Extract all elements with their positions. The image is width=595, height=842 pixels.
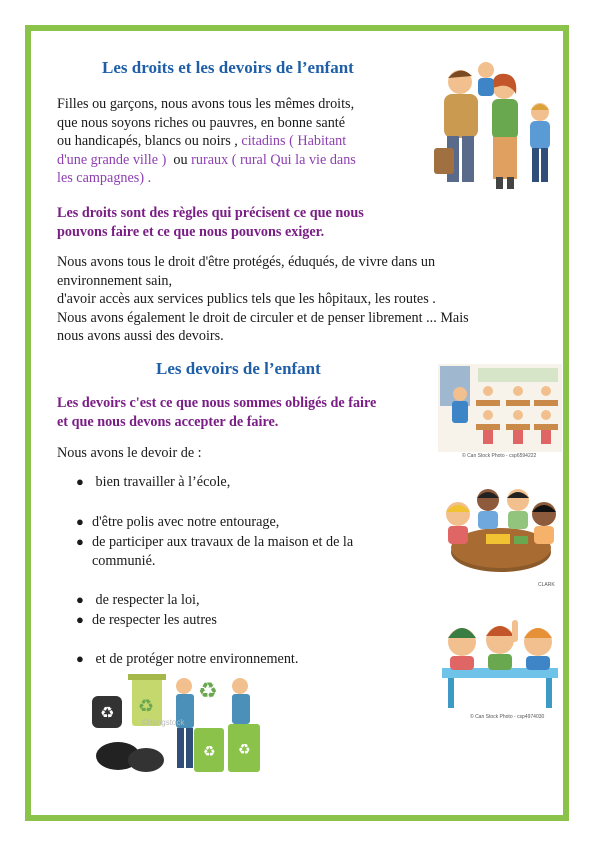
rights-body-line: nous avons aussi des devoirs. — [57, 328, 224, 344]
definition-ruraux-cont: les campagnes) . — [57, 170, 152, 186]
definition-citadins-cont: d'une grande ville ) — [57, 151, 167, 168]
svg-text:♻: ♻ — [198, 679, 218, 704]
intro-line: ou handicapés, blancs ou noirs , — [57, 133, 238, 149]
rights-body — [57, 253, 469, 346]
bullet-icon: ● — [76, 514, 84, 529]
image-watermark: ©bangstock — [142, 718, 185, 727]
rights-definition — [57, 204, 364, 241]
section-title-duties: Les devoirs de l’enfant — [156, 359, 321, 378]
list-item-text: bien travailler à l’école, — [95, 474, 231, 490]
bullet-icon: ● — [76, 534, 84, 549]
rights-definition-line: Les droits sont des règles qui précisent ce que nous — [57, 205, 364, 221]
rights-definition-line: pouvons faire et ce que nous pouvons exiger. — [57, 223, 325, 240]
list-item-text: et de protéger notre environnement. — [95, 651, 299, 667]
definition-citadins: citadins ( Habitant — [241, 133, 347, 149]
svg-text:♻: ♻ — [203, 744, 216, 760]
definition-ruraux: ruraux ( rural Qui la vie dans — [191, 151, 356, 168]
list-item-text: de participer aux travaux de la maison et de la — [92, 534, 354, 550]
duties-definition — [57, 394, 376, 431]
list-item — [76, 611, 217, 630]
list-item-text: de respecter les autres — [92, 612, 217, 628]
image-credit: CLARK — [538, 582, 555, 588]
list-item — [76, 513, 279, 532]
list-item — [76, 650, 298, 669]
intro-line: Filles ou garçons, nous avons tous les mêmes droits, — [57, 96, 355, 112]
image-credit: © Can Stock Photo - csp4974030 — [470, 714, 545, 720]
bullet-icon: ● — [76, 592, 84, 607]
rights-body-line: d'avoir accès aux services publics tels que les hôpitaux, les routes . — [57, 291, 436, 307]
intro-connector: ou — [173, 151, 188, 168]
svg-text:♻: ♻ — [238, 742, 251, 758]
classroom-illustration — [438, 364, 562, 452]
bullet-icon: ● — [76, 651, 84, 666]
list-item-text: de respecter la loi, — [95, 592, 200, 608]
list-item-text-cont: communié. — [92, 552, 156, 569]
rights-body-line: environnement sain, — [57, 272, 173, 289]
duties-definition-line: Les devoirs c'est ce que nous sommes obligés de faire — [57, 395, 377, 411]
kids-table-illustration — [440, 484, 562, 580]
intro-paragraph — [57, 95, 356, 188]
rights-body-line: Nous avons également le droit de circuler et de penser librement ... Mais — [57, 309, 469, 326]
list-item — [76, 591, 200, 610]
list-item-text: d'être polis avec notre entourage, — [92, 514, 280, 530]
svg-text:♻: ♻ — [138, 696, 155, 717]
duties-lead: Nous avons le devoir de : — [57, 445, 202, 461]
list-item — [76, 533, 353, 570]
kids-desk-illustration — [438, 612, 562, 710]
page-title: Les droits et les devoirs de l’enfant — [102, 58, 354, 77]
rights-body-line: Nous avons tous le droit d'être protégés, éduqués, de vivre dans un — [57, 254, 436, 270]
list-item — [76, 473, 230, 492]
bullet-icon: ● — [76, 612, 84, 627]
intro-line: que nous soyons riches ou pauvres, en bonne santé — [57, 114, 346, 131]
family-illustration — [430, 60, 558, 195]
image-credit: © Can Stock Photo - csp6594222 — [462, 453, 537, 459]
svg-text:♻: ♻ — [100, 703, 115, 722]
duties-definition-line: et que nous devons accepter de faire. — [57, 413, 279, 430]
bullet-icon: ● — [76, 474, 84, 489]
